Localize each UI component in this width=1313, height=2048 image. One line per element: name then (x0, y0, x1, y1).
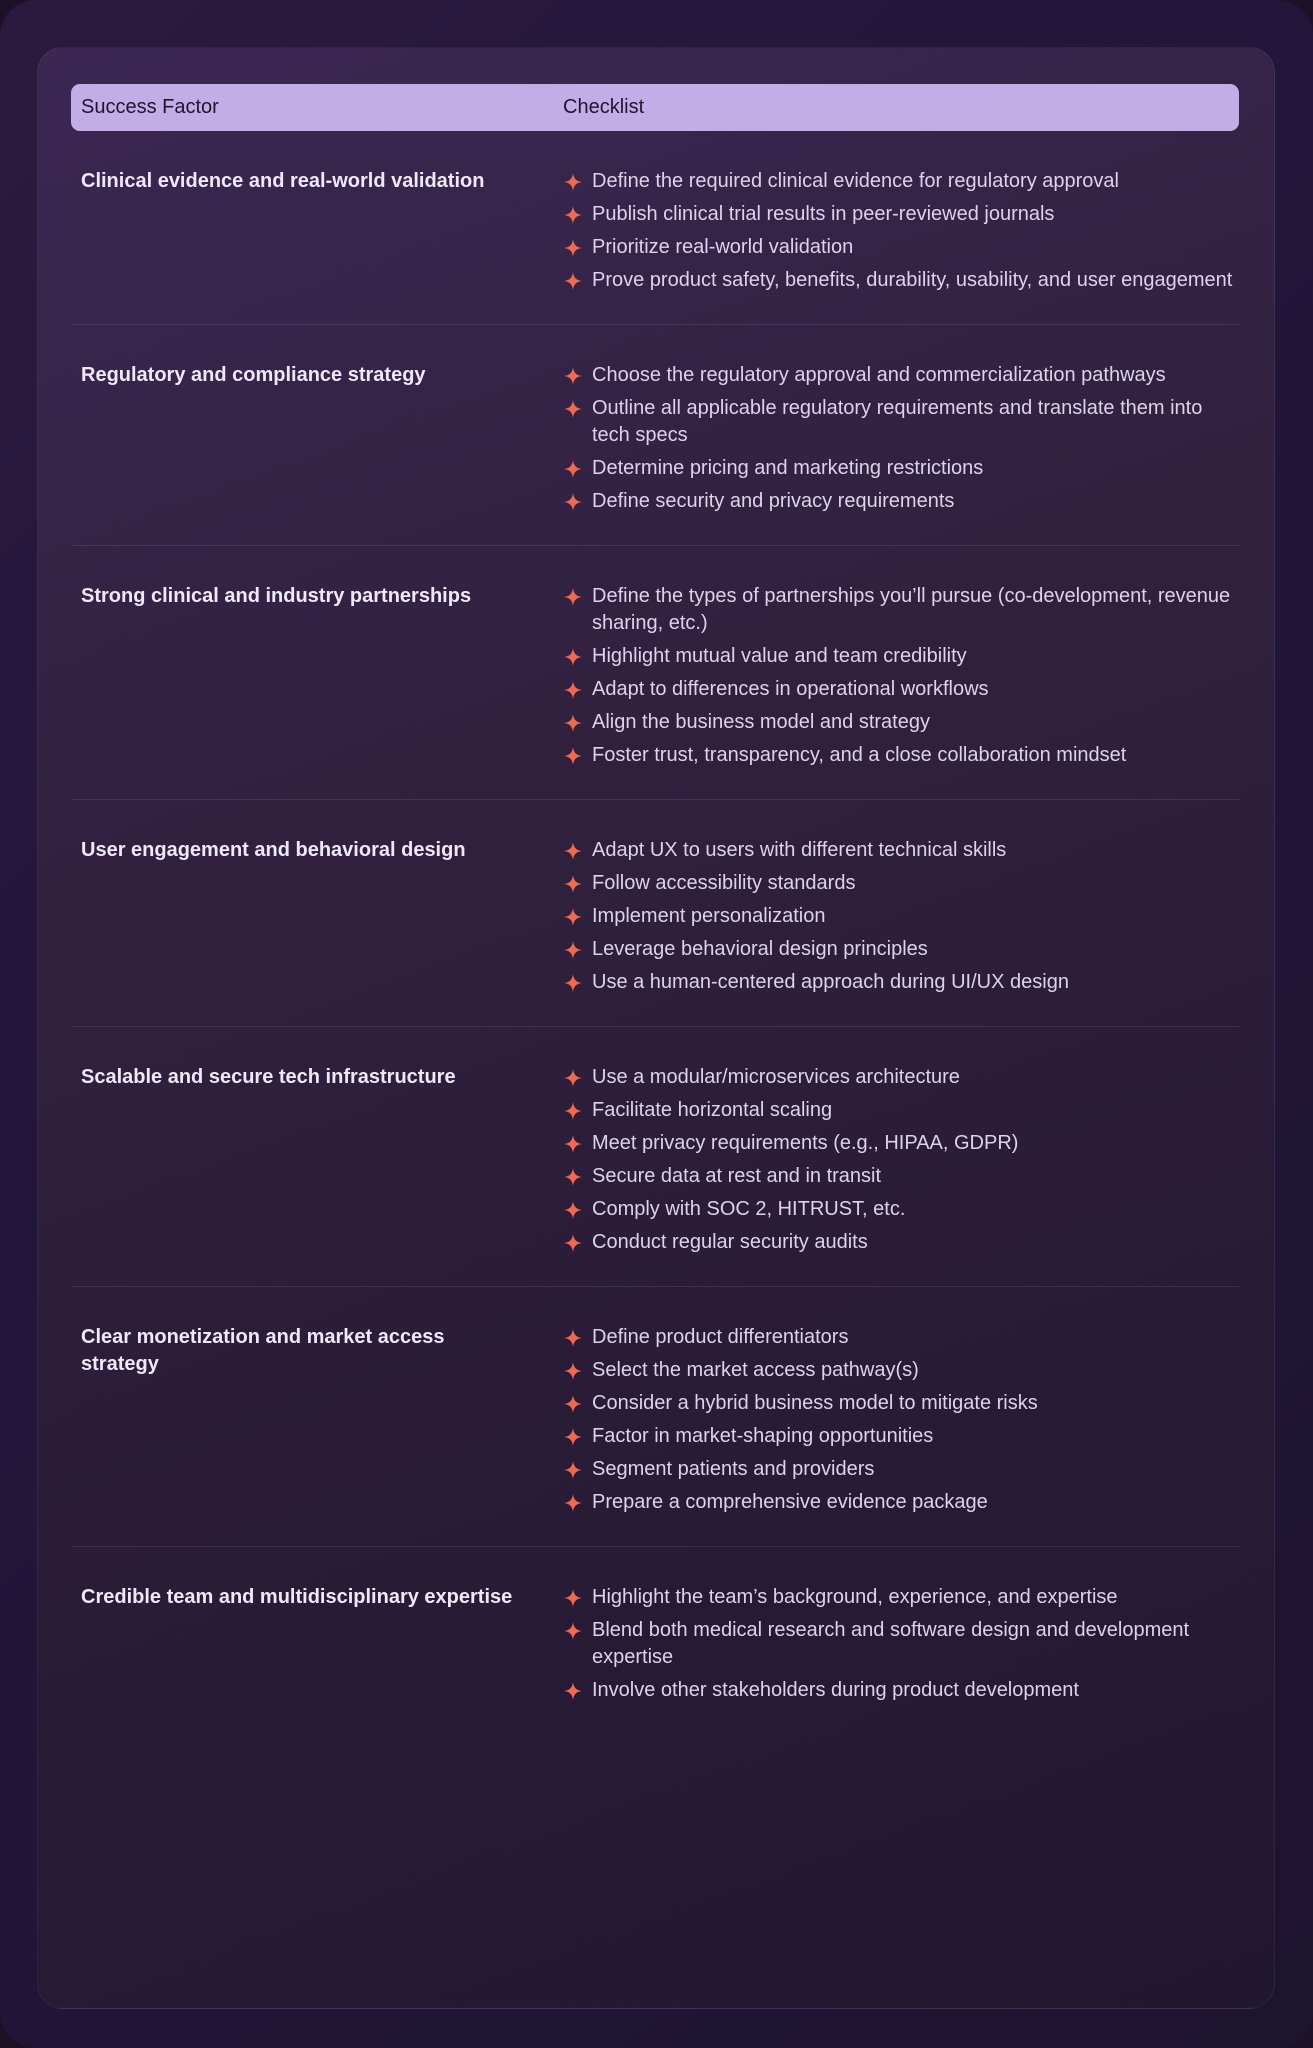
sparkle-star-icon (563, 1423, 592, 1450)
sparkle-star-icon (563, 676, 592, 703)
sparkle-star-icon (563, 583, 592, 610)
table-row (71, 1287, 1239, 1547)
checklist-item (563, 397, 1239, 449)
sparkle-star-icon (563, 969, 592, 996)
checklist-item (563, 1491, 1239, 1516)
checklist-item-text: Define security and privacy requirements (592, 490, 955, 512)
sparkle-star-icon (563, 362, 592, 389)
checklist-item (563, 585, 1239, 637)
sparkle-star-icon (563, 1324, 592, 1351)
table-row (71, 800, 1239, 1027)
sparkle-star-icon (563, 1229, 592, 1256)
checklist-item-text: Prioritize real-world validation (592, 236, 854, 258)
sparkle-star-icon (563, 643, 592, 670)
success-factor-label: Strong clinical and industry partnerships (81, 585, 472, 607)
checklist-item-text: Implement personalization (592, 905, 826, 927)
checklist-item-text: Conduct regular security audits (592, 1231, 868, 1253)
checklist-item-text: Blend both medical research and software design and development expertise (592, 1619, 1190, 1668)
checklist-item-text: Consider a hybrid business model to mitigate risks (592, 1392, 1038, 1414)
sparkle-star-icon (563, 1390, 592, 1417)
checklist (563, 1066, 1239, 1256)
checklist-item (563, 1066, 1239, 1091)
table-body (71, 131, 1239, 1734)
checklist-item-text: Prepare a comprehensive evidence package (592, 1491, 988, 1513)
sparkle-star-icon (563, 1677, 592, 1704)
checklist-item (563, 744, 1239, 769)
checklist-item (563, 364, 1239, 389)
checklist-item-text: Define the required clinical evidence for regulatory approval (592, 170, 1119, 192)
sparkle-star-icon (563, 1489, 592, 1516)
sparkle-star-icon (563, 1097, 592, 1124)
sparkle-star-icon (563, 1196, 592, 1223)
checklist-item-text: Adapt UX to users with different technical skills (592, 839, 1007, 861)
checklist-item-text: Highlight the team’s background, experience, and expertise (592, 1586, 1118, 1608)
checklist-item-text: Use a modular/microservices architecture (592, 1066, 960, 1088)
checklist-item-text: Determine pricing and marketing restrictions (592, 457, 984, 479)
table-row (71, 546, 1239, 800)
sparkle-star-icon (563, 1357, 592, 1384)
checklist-item-text: Align the business model and strategy (592, 711, 930, 733)
checklist-item (563, 938, 1239, 963)
checklist (563, 839, 1239, 996)
checklist-item (563, 269, 1239, 294)
success-factor-label: Clear monetization and market access strategy (81, 1326, 445, 1375)
checklist-item (563, 971, 1239, 996)
checklist-item (563, 1586, 1239, 1611)
sparkle-star-icon (563, 234, 592, 261)
sparkle-star-icon (563, 168, 592, 195)
checklist-item (563, 236, 1239, 261)
checklist-item-text: Outline all applicable regulatory requirements and translate them into tech specs (592, 397, 1203, 446)
sparkle-star-icon (563, 1456, 592, 1483)
checklist-item-text: Follow accessibility standards (592, 872, 856, 894)
checklist-item (563, 1425, 1239, 1450)
sparkle-star-icon (563, 488, 592, 515)
checklist-item (563, 905, 1239, 930)
checklist-item (563, 1165, 1239, 1190)
checklist-item-text: Comply with SOC 2, HITRUST, etc. (592, 1198, 906, 1220)
sparkle-star-icon (563, 1064, 592, 1091)
sparkle-star-icon (563, 455, 592, 482)
checklist-item (563, 457, 1239, 482)
checklist (563, 1326, 1239, 1516)
success-factor-label: Clinical evidence and real-world validation (81, 170, 485, 192)
success-factor-label: User engagement and behavioral design (81, 839, 466, 861)
table-row (71, 131, 1239, 325)
checklist-item-text: Factor in market-shaping opportunities (592, 1425, 934, 1447)
checklist-item (563, 711, 1239, 736)
checklist-item-text: Leverage behavioral design principles (592, 938, 928, 960)
checklist-item (563, 1359, 1239, 1384)
checklist-item (563, 1458, 1239, 1483)
checklist-item-text: Involve other stakeholders during product development (592, 1679, 1079, 1701)
checklist-item-text: Use a human-centered approach during UI/UX design (592, 971, 1069, 993)
sparkle-star-icon (563, 1584, 592, 1611)
checklist-item-text: Highlight mutual value and team credibility (592, 645, 967, 667)
checklist-item-text: Choose the regulatory approval and commercialization pathways (592, 364, 1166, 386)
checklist (563, 1586, 1239, 1704)
checklist-item-text: Define product differentiators (592, 1326, 849, 1348)
checklist-item-text: Publish clinical trial results in peer-reviewed journals (592, 203, 1055, 225)
checklist-item-text: Foster trust, transparency, and a close collaboration mindset (592, 744, 1127, 766)
checklist-item-text: Meet privacy requirements (e.g., HIPAA, GDPR) (592, 1132, 1019, 1154)
checklist-item-text: Prove product safety, benefits, durability, usability, and user engagement (592, 269, 1233, 291)
checklist-item (563, 490, 1239, 515)
checklist-item (563, 1198, 1239, 1223)
checklist-item-text: Select the market access pathway(s) (592, 1359, 919, 1381)
sparkle-star-icon (563, 870, 592, 897)
checklist-item (563, 678, 1239, 703)
table-row (71, 325, 1239, 546)
sparkle-star-icon (563, 1163, 592, 1190)
sparkle-star-icon (563, 1617, 592, 1644)
checklist-item (563, 645, 1239, 670)
checklist-item (563, 1619, 1239, 1671)
sparkle-star-icon (563, 201, 592, 228)
checklist-item-text: Segment patients and providers (592, 1458, 875, 1480)
sparkle-star-icon (563, 395, 592, 422)
sparkle-star-icon (563, 1130, 592, 1157)
success-factor-table (71, 84, 1239, 1734)
checklist-item-text: Adapt to differences in operational workflows (592, 678, 989, 700)
sparkle-star-icon (563, 742, 592, 769)
checklist-item (563, 1099, 1239, 1124)
checklist (563, 170, 1239, 294)
sparkle-star-icon (563, 709, 592, 736)
checklist (563, 364, 1239, 515)
checklist-item (563, 1231, 1239, 1256)
checklist-item (563, 872, 1239, 897)
checklist-item (563, 1392, 1239, 1417)
checklist-item (563, 1679, 1239, 1704)
checklist-card (37, 47, 1275, 2009)
table-row (71, 1547, 1239, 1734)
checklist-item-text: Secure data at rest and in transit (592, 1165, 882, 1187)
checklist-item (563, 839, 1239, 864)
checklist-item-text: Facilitate horizontal scaling (592, 1099, 833, 1121)
checklist (563, 585, 1239, 769)
checklist-item (563, 170, 1239, 195)
success-factor-label: Scalable and secure tech infrastructure (81, 1066, 456, 1088)
success-factor-label: Credible team and multidisciplinary expertise (81, 1586, 513, 1608)
header-success-factor: Success Factor (81, 96, 219, 118)
sparkle-star-icon (563, 267, 592, 294)
header-checklist: Checklist (563, 96, 645, 118)
table-header (71, 84, 1239, 131)
sparkle-star-icon (563, 936, 592, 963)
checklist-item-text: Define the types of partnerships you’ll pursue (co-development, revenue sharing, etc.) (592, 585, 1231, 634)
success-factor-label: Regulatory and compliance strategy (81, 364, 426, 386)
checklist-item (563, 1132, 1239, 1157)
table-row (71, 1027, 1239, 1287)
sparkle-star-icon (563, 903, 592, 930)
sparkle-star-icon (563, 837, 592, 864)
checklist-item (563, 1326, 1239, 1351)
checklist-item (563, 203, 1239, 228)
